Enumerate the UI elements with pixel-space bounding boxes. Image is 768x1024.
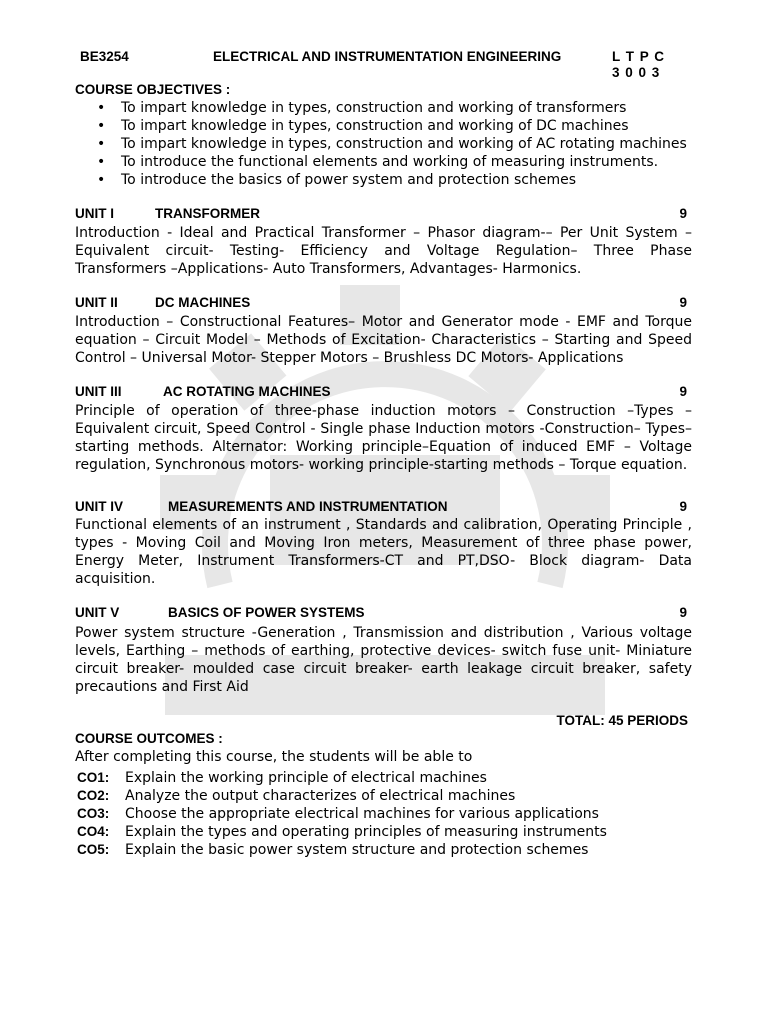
unit-5-content: Power system structure -Generation , Transmission and distribution , Various voltage levels, Earthing – methods of earthing, protective devices- switch fuse unit- Miniature circuit breaker- moulded case circuit breaker- earth leakage circuit breaker, safety precautions and First Aid <box>75 625 692 695</box>
unit-4-content: Functional elements of an instrument , Standards and calibration, Operating Principle , types - Moving Coil and Moving Iron meters, Measurement of three phase power, Energy Meter, Instrument Transformers-CT and PT,DSO- Block diagram- Data acquisition. <box>75 517 692 587</box>
outcome-text: Choose the appropriate electrical machines for various applications <box>125 806 599 822</box>
unit-2-content: Introduction – Constructional Features– Motor and Generator mode - EMF and Torque equation – Circuit Model – Methods of Excitation- Characteristics – Starting and Speed Control – Universal Motor- Stepper Motors – Brushless DC Motors- Applications <box>75 314 692 366</box>
outcome-text: Analyze the output characterizes of electrical machines <box>125 788 516 804</box>
unit-hours: 9 <box>679 384 687 399</box>
outcome-label: CO2: <box>77 788 110 803</box>
unit-3-heading <box>75 384 692 402</box>
unit-number: UNIT V <box>75 605 120 620</box>
outcome-label: CO1: <box>77 770 110 785</box>
outcome-label: CO5: <box>77 842 110 857</box>
unit-hours: 9 <box>679 605 687 620</box>
unit-4-heading <box>75 499 692 517</box>
unit-1-content: Introduction - Ideal and Practical Transformer – Phasor diagram-– Per Unit System – Equivalent circuit- Testing- Efficiency and Voltage Regulation– Three Phase Transformers –Applications- Auto Transformers, Advantages- Harmonics. <box>75 225 692 277</box>
unit-2-heading <box>75 295 692 313</box>
unit-number: UNIT IV <box>75 499 124 514</box>
unit-name: AC ROTATING MACHINES <box>163 384 331 399</box>
course-title: ELECTRICAL AND INSTRUMENTATION ENGINEERING <box>213 49 562 64</box>
outcomes-intro: After completing this course, the students will be able to <box>75 749 473 765</box>
outcome-label: CO4: <box>77 824 110 839</box>
unit-number: UNIT III <box>75 384 122 399</box>
unit-name: MEASUREMENTS AND INSTRUMENTATION <box>168 499 448 514</box>
ltpc-values: 3 0 0 3 <box>612 65 661 80</box>
unit-1-heading <box>75 206 692 224</box>
objectives-list <box>75 99 687 189</box>
outcome-label: CO3: <box>77 806 110 821</box>
outcomes-heading: COURSE OUTCOMES : <box>75 731 223 746</box>
unit-hours: 9 <box>679 499 687 514</box>
outcome-text: Explain the types and operating principles of measuring instruments <box>125 824 607 840</box>
unit-3-content: Principle of operation of three-phase induction motors – Construction –Types – Equivalent circuit, Speed Control - Single phase Induction motors -Construction– Types–starting methods. Alternator: Working principle–Equation of induced EMF – Voltage regulation, Synchronous motors- working principle-starting methods – Torque equation. <box>75 403 692 473</box>
outcome-text: Explain the working principle of electrical machines <box>125 770 487 786</box>
unit-name: DC MACHINES <box>155 295 251 310</box>
objective-item: • To impart knowledge in types, construction and working of AC rotating machines <box>75 135 687 153</box>
outcome-text: Explain the basic power system structure and protection schemes <box>125 842 589 858</box>
total-periods: TOTAL: 45 PERIODS <box>556 713 688 728</box>
unit-hours: 9 <box>679 206 687 221</box>
unit-hours: 9 <box>679 295 687 310</box>
ltpc-credits <box>612 49 665 81</box>
unit-5-heading <box>75 605 692 623</box>
objective-item: • To introduce the functional elements and working of measuring instruments. <box>75 153 687 171</box>
objectives-heading: COURSE OBJECTIVES : <box>75 82 231 97</box>
objective-item: • To impart knowledge in types, construction and working of DC machines <box>75 117 687 135</box>
objective-item: • To impart knowledge in types, construction and working of transformers <box>75 99 687 117</box>
unit-name: BASICS OF POWER SYSTEMS <box>168 605 365 620</box>
unit-name: TRANSFORMER <box>155 206 260 221</box>
course-code: BE3254 <box>80 49 129 64</box>
unit-number: UNIT I <box>75 206 114 221</box>
ltpc-labels: L T P C <box>612 49 666 64</box>
unit-number: UNIT II <box>75 295 118 310</box>
objective-item: • To introduce the basics of power system and protection schemes <box>75 171 687 189</box>
